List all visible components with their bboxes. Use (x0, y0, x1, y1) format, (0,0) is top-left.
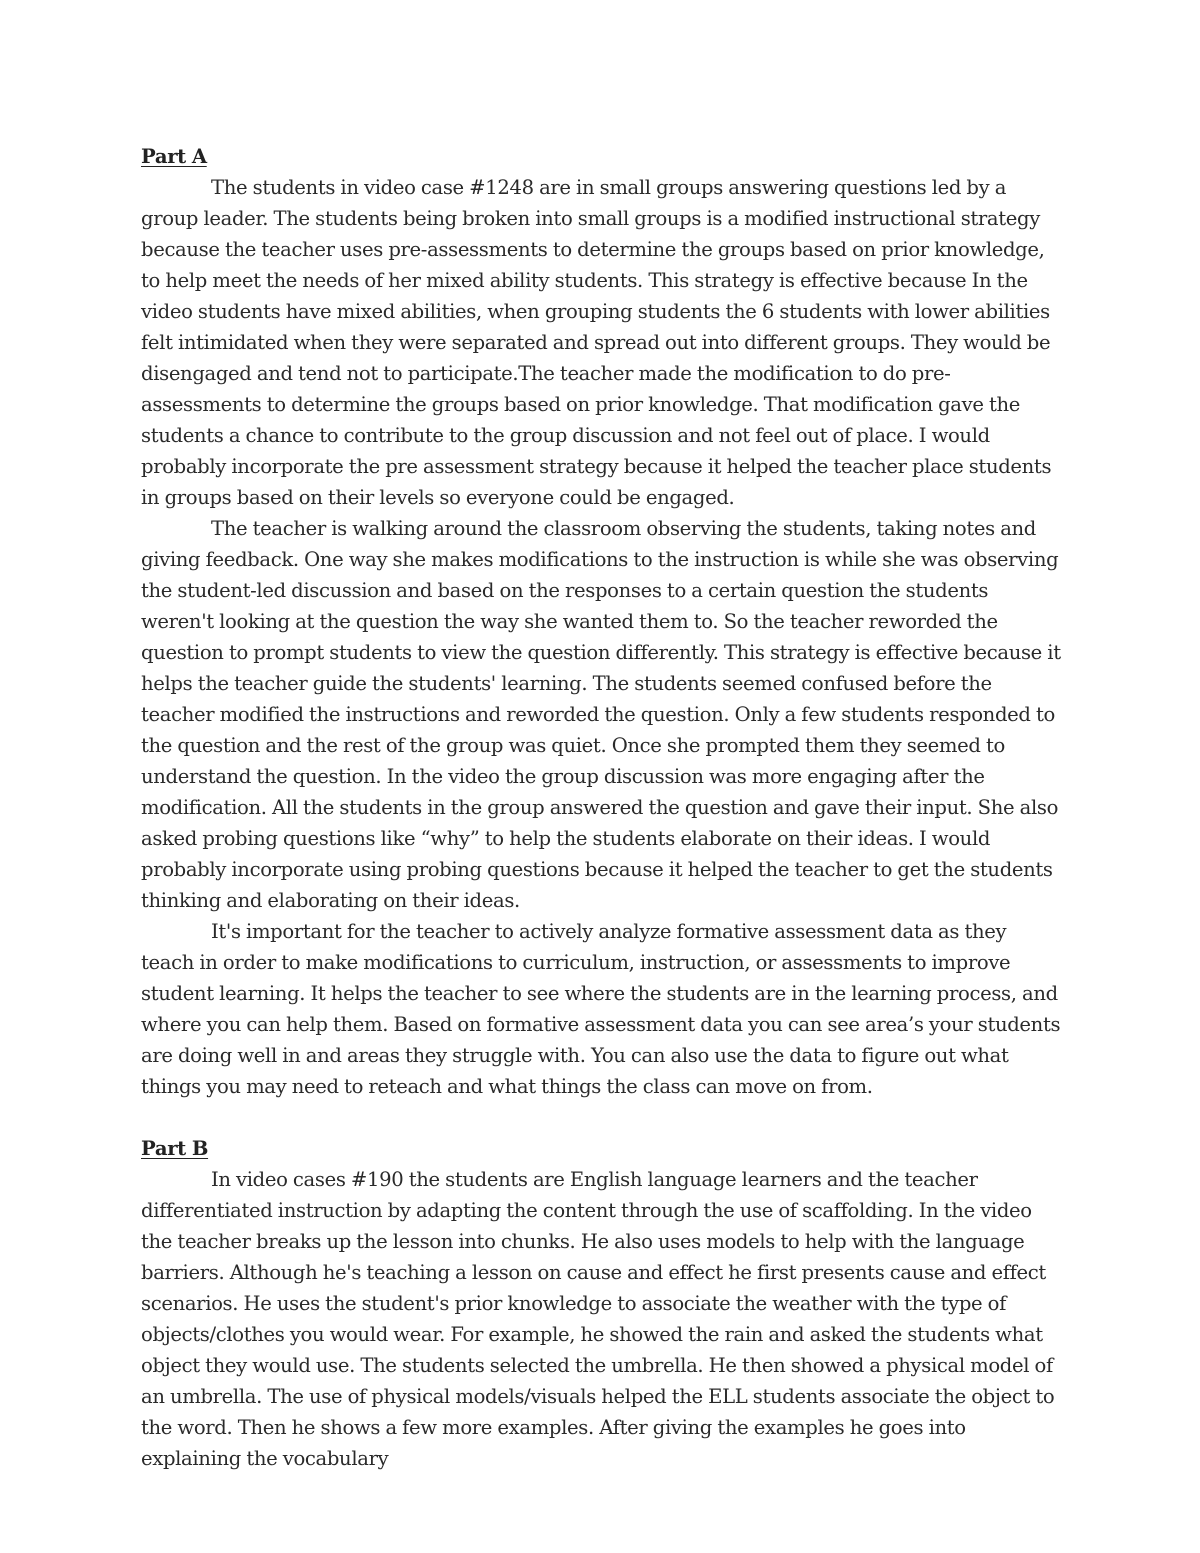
part-a-heading: Part A (141, 145, 207, 168)
part-b-paragraph-1: In video cases #190 the students are English language learners and the teacher differentiated instruction by adapting the content through the use of scaffolding. In the video the teacher breaks up the lesson into chunks. He also uses models to help with the language barriers. Although he's teaching a lesson on cause and effect he first presents cause and effect scenarios. He uses the student's prior knowledge to associate the weather with the type of objects/clothes you would wear. For example, he showed the rain and asked the students what object they would use. The students selected the umbrella. He then showed a physical model of an umbrella. The use of physical models/visuals helped the ELL students associate the object to the word. Then he shows a few more examples. After giving the examples he goes into explaining the vocabulary (141, 1168, 1055, 1470)
document-body (141, 141, 1061, 1474)
part-b-heading: Part B (141, 1137, 209, 1160)
section-spacer (141, 1102, 1061, 1133)
part-a-paragraph-3: It's important for the teacher to actively analyze formative assessment data as they teach in order to make modifications to curriculum, instruction, or assessments to improve student learning. It helps the teacher to see where the students are in the learning process, and where you can help them. Based on formative assessment data you can see area’s your students are doing well in and areas they struggle with. You can also use the data to figure out what things you may need to reteach and what things the class can move on from. (141, 920, 1061, 1098)
part-a-paragraph-2: The teacher is walking around the classroom observing the students, taking notes and giving feedback. One way she makes modifications to the instruction is while she was observing the student-led discussion and based on the responses to a certain question the students weren't looking at the question the way she wanted them to. So the teacher reworded the question to prompt students to view the question differently. This strategy is effective because it helps the teacher guide the students' learning. The students seemed confused before the teacher modified the instructions and reworded the question. Only a few students responded to the question and the rest of the group was quiet. Once she prompted them they seemed to understand the question. In the video the group discussion was more engaging after the modification. All the students in the group answered the question and gave their input. She also asked probing questions like “why” to help the students elaborate on their ideas. I would probably incorporate using probing questions because it helped the teacher to get the students thinking and elaborating on their ideas. (141, 517, 1061, 912)
part-a-paragraph-1: The students in video case #1248 are in small groups answering questions led by a group leader. The students being broken into small groups is a modified instructional strategy because the teacher uses pre-assessments to determine the groups based on prior knowledge, to help meet the needs of her mixed ability students. This strategy is effective because In the video students have mixed abilities, when grouping students the 6 students with lower abilities felt intimidated when they were separated and spread out into different groups. They would be disengaged and tend not to participate.The teacher made the modification to do pre-assessments to determine the groups based on prior knowledge. That modification gave the students a chance to contribute to the group discussion and not feel out of place. I would probably incorporate the pre assessment strategy because it helped the teacher place students in groups based on their levels so everyone could be engaged. (141, 176, 1052, 509)
